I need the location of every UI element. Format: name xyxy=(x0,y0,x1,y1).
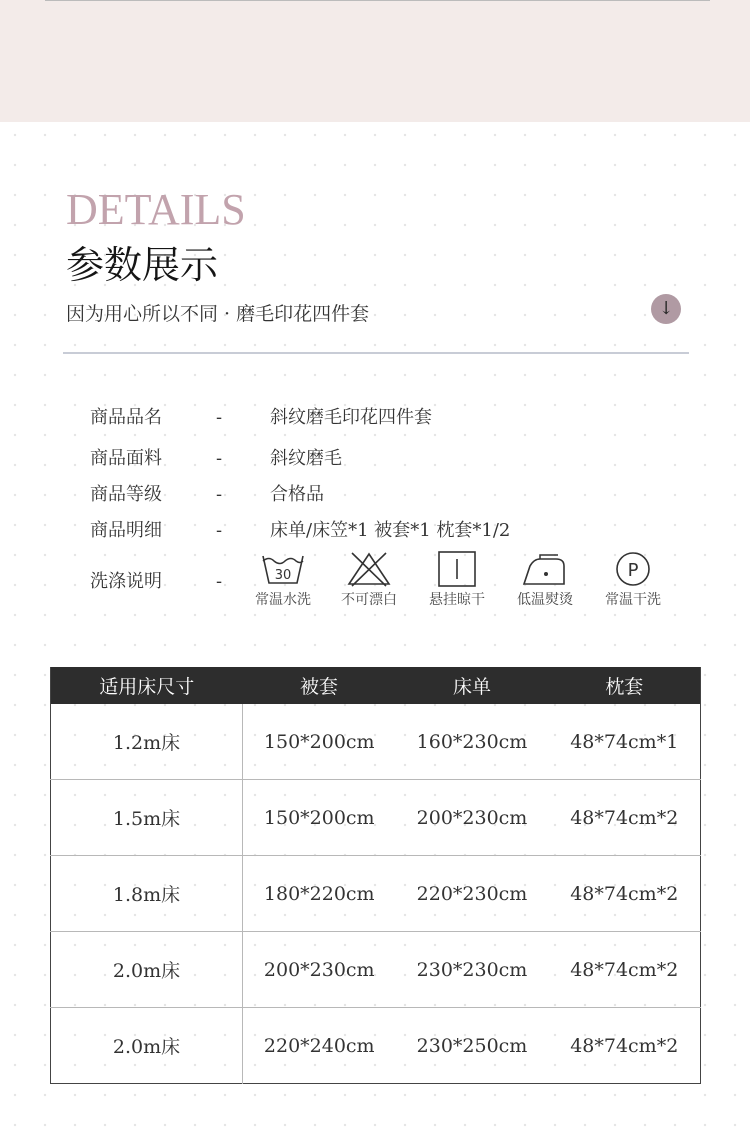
cell-pillowcase: 48*74cm*2 xyxy=(549,932,701,1008)
care-item-bleach xyxy=(324,550,414,610)
spec-value: 斜纹磨毛印花四件套 xyxy=(270,407,432,428)
cell-bed-size: 2.0m床 xyxy=(51,1008,243,1084)
cell-duvet: 150*200cm xyxy=(263,730,375,753)
page-subtitle: 因为用心所以不同 · 磨毛印花四件套 xyxy=(66,303,370,325)
spec-label: 商品等级 xyxy=(90,484,162,505)
header-duvet: 被套 xyxy=(243,667,396,704)
details-heading: DETAILS xyxy=(66,185,246,234)
cell-sheet: 230*250cm xyxy=(396,1008,549,1084)
spec-dash: - xyxy=(216,448,223,469)
spec-dash: - xyxy=(216,520,223,541)
arrow-down-icon[interactable]: ↓ xyxy=(651,294,681,324)
cell-sheet: 230*230cm xyxy=(396,932,549,1008)
care-item-wash xyxy=(238,550,328,610)
wash-30-icon xyxy=(258,550,308,588)
spec-label: 商品品名 xyxy=(90,407,162,428)
care-label: 悬挂晾干 xyxy=(429,592,485,608)
cell-pillowcase: 48*74cm*2 xyxy=(549,1008,701,1084)
table-row xyxy=(51,932,701,1008)
top-banner xyxy=(0,0,750,122)
low-iron-icon xyxy=(520,550,570,588)
wash-temp-text: 30 xyxy=(274,568,292,583)
cell-sheet: 200*230cm xyxy=(396,780,549,856)
care-item-iron xyxy=(500,550,590,610)
cell-duvet: 200*230cm xyxy=(243,932,396,1008)
spec-dash: - xyxy=(216,484,223,505)
spec-dash: - xyxy=(216,571,223,592)
cell-pillowcase: 48*74cm*1 xyxy=(570,730,679,753)
cell-duvet: 180*220cm xyxy=(243,856,396,932)
table-row xyxy=(51,704,701,780)
cell-pillowcase: 48*74cm*2 xyxy=(549,780,701,856)
dry-clean-letter: P xyxy=(627,560,639,581)
table-row xyxy=(51,1008,701,1084)
cell-pillowcase: 48*74cm*2 xyxy=(549,856,701,932)
cell-bed-size: 1.8m床 xyxy=(51,856,243,932)
top-rule xyxy=(45,0,710,1)
table-row xyxy=(51,780,701,856)
spec-label: 洗涤说明 xyxy=(90,571,162,592)
spec-value: 床单/床笠*1 被套*1 枕套*1/2 xyxy=(270,520,511,541)
care-label: 低温熨烫 xyxy=(517,592,573,608)
cell-duvet: 150*200cm xyxy=(243,780,396,856)
care-item-dry xyxy=(412,550,502,610)
care-item-dryclean xyxy=(588,550,678,610)
header-sheet: 床单 xyxy=(396,667,549,704)
spec-dash: - xyxy=(216,407,223,428)
cell-bed-size: 1.5m床 xyxy=(51,780,243,856)
spec-label: 商品明细 xyxy=(90,520,162,541)
care-label: 不可漂白 xyxy=(341,592,397,608)
spec-value: 斜纹磨毛 xyxy=(270,448,342,469)
cell-sheet: 220*230cm xyxy=(396,856,549,932)
header-pillowcase: 枕套 xyxy=(549,667,701,704)
cell-duvet: 220*240cm xyxy=(243,1008,396,1084)
page-title: 参数展示 xyxy=(66,243,219,287)
spec-value: 合格品 xyxy=(270,484,324,505)
cell-sheet: 160*230cm xyxy=(416,730,528,753)
cell-bed-size: 1.2m床 xyxy=(51,704,243,780)
hang-dry-icon xyxy=(432,550,482,588)
no-bleach-icon xyxy=(344,550,394,588)
header-bed-size: 适用床尺寸 xyxy=(51,667,243,704)
section-divider xyxy=(63,352,689,354)
size-table xyxy=(50,667,701,1084)
spec-label: 商品面料 xyxy=(90,448,162,469)
care-label: 常温干洗 xyxy=(605,592,661,608)
table-row xyxy=(51,856,701,932)
dry-clean-p-icon xyxy=(608,550,658,588)
table-header-row xyxy=(51,667,701,704)
cell-bed-size: 2.0m床 xyxy=(51,932,243,1008)
care-label: 常温水洗 xyxy=(255,592,311,608)
